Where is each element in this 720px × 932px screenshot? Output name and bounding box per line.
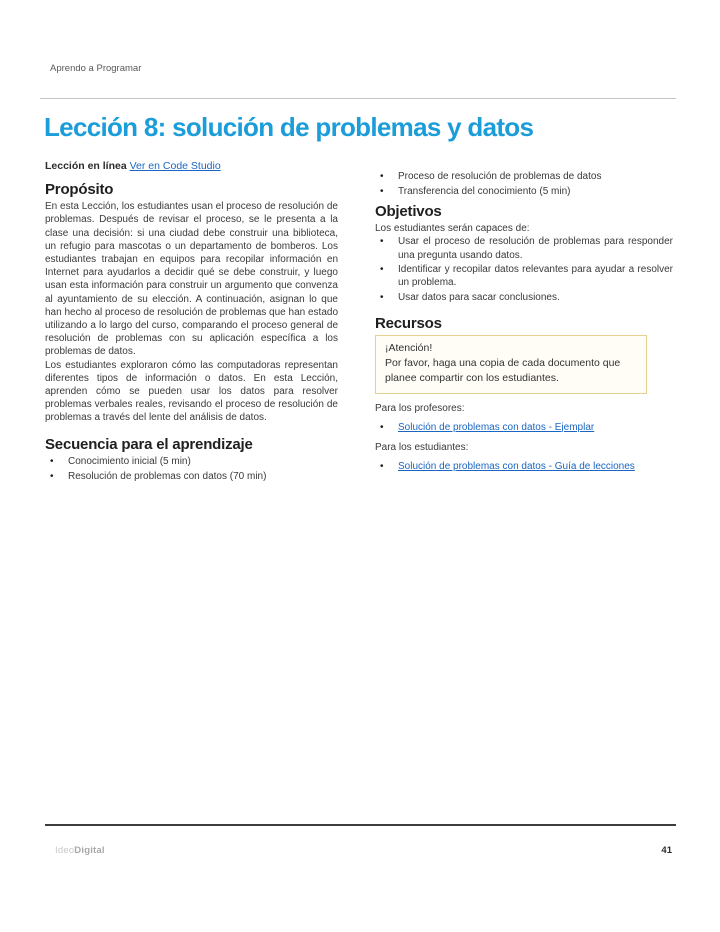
code-studio-link[interactable]: Ver en Code Studio [129, 160, 221, 172]
secuencia-list [45, 455, 338, 483]
list-item: • Usar el proceso de resolución de problemas para responder una pregunta usando datos. [375, 235, 673, 261]
lesson-online-label: Lección en línea [45, 160, 130, 172]
teacher-resource-link[interactable]: Solución de problemas con datos - Ejemplar [398, 421, 595, 433]
list-item: • Resolución de problemas con datos (70 min) [45, 470, 338, 483]
proposito-heading: Propósito [45, 181, 114, 198]
footer-divider [45, 824, 676, 826]
attention-body: Por favor, haga una copia de cada documento que planee compartir con los estudiantes. [385, 356, 621, 384]
list-item [375, 460, 673, 473]
secuencia-heading: Secuencia para el aprendizaje [45, 435, 253, 453]
list-item: • Transferencia del conocimiento (5 min) [375, 185, 673, 198]
lesson-online-line [45, 160, 221, 172]
recursos-heading: Recursos [375, 315, 442, 333]
attention-title: ¡Atención! [385, 341, 433, 354]
page-title: Lección 8: solución de problemas y datos [44, 112, 534, 142]
footer-brand-light: Ideo [55, 845, 75, 856]
header-brand: Aprendo a Programar [50, 63, 142, 74]
teacher-resources-list [375, 421, 673, 434]
objetivos-heading: Objetivos [375, 202, 442, 220]
left-column [45, 183, 338, 484]
list-item: • Conocimiento inicial (5 min) [45, 455, 338, 468]
list-item: • Proceso de resolución de problemas de datos [375, 170, 673, 183]
header-divider [40, 98, 676, 99]
list-item [375, 421, 673, 434]
footer-brand-logo [55, 845, 105, 856]
attention-callout [375, 335, 647, 394]
objetivos-intro: Los estudiantes serán capaces de: [375, 223, 530, 235]
objetivos-list [375, 235, 673, 304]
list-item: • Identificar y recopilar datos relevantes para ayudar a resolver un problema. [375, 263, 673, 289]
students-label: Para los estudiantes: [375, 441, 469, 453]
list-item: • Usar datos para sacar conclusiones. [375, 291, 673, 304]
student-resources-list [375, 460, 673, 473]
right-column [375, 170, 673, 480]
page-number: 41 [661, 845, 672, 856]
teachers-label: Para los profesores: [375, 402, 465, 414]
agenda-list [375, 170, 673, 198]
student-resource-link[interactable]: Solución de problemas con datos - Guía de lecciones [398, 461, 635, 473]
proposito-paragraph-1: En esta Lección, los estudiantes usan el proceso de resolución de problemas. Después de revisar el proceso, se le presenta a la clase una decisión: si una ciudad debe construir una biblioteca, un refugio para mascotas o un departamento de bomberos. Los estudiantes trabajan en equipos para recopilar información en Internet para ayudarlos a decidir qué se debe construir, y luego usan esta información para construir un argumento que convenza al ayuntamiento de su elección. A continuación, asignan lo que han hecho al proceso de resolución de problemas que han estado utilizando a lo largo del curso, comparando el proceso general de resolución de problemas con su aplicación específica a los problemas de datos. [45, 201, 338, 358]
proposito-paragraph-2: Los estudiantes exploraron cómo las computadoras representan diferentes tipos de información o datos. En esta Lección, aprenden cómo se pueden usar los datos para resolver problemas verbales reales, revisando el proceso de resolución de problemas a través del lente del análisis de datos. [45, 359, 338, 424]
footer-brand-bold: Digital [74, 845, 105, 856]
